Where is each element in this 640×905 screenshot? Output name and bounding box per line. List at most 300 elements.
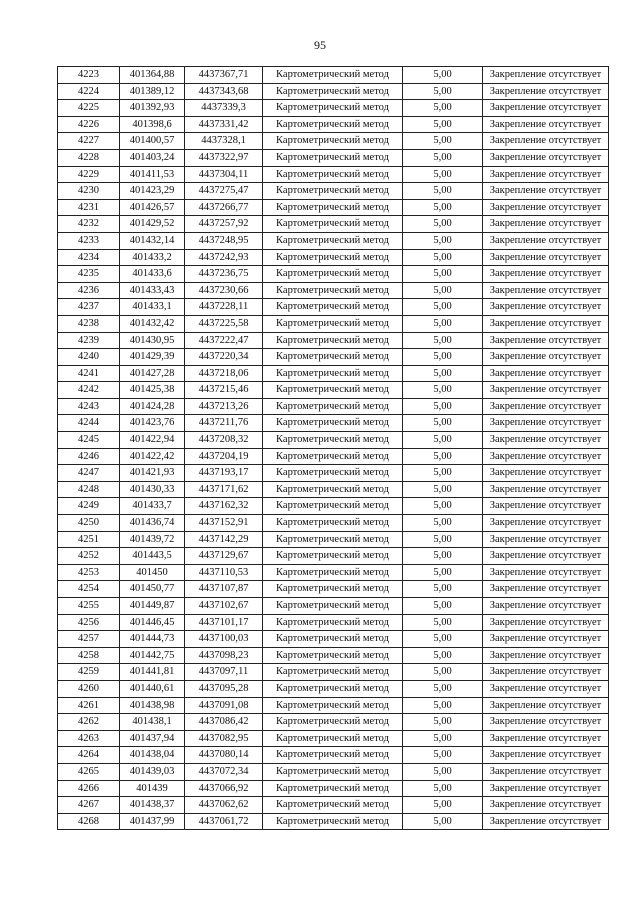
fixing-cell: Закрепление отсутствует [483, 581, 609, 598]
table-row [58, 67, 609, 84]
accuracy-cell: 5,00 [403, 249, 483, 266]
x-coordinate-cell: 401429,52 [120, 216, 185, 233]
y-coordinate-cell: 4437218,06 [185, 365, 263, 382]
table-row [58, 780, 609, 797]
table-row [58, 631, 609, 648]
fixing-cell: Закрепление отсутствует [483, 515, 609, 532]
x-coordinate-cell: 401427,28 [120, 365, 185, 382]
method-cell: Картометрический метод [263, 282, 403, 299]
x-coordinate-cell: 401438,1 [120, 714, 185, 731]
method-cell: Картометрический метод [263, 133, 403, 150]
fixing-cell: Закрепление отсутствует [483, 730, 609, 747]
table-row [58, 149, 609, 166]
x-coordinate-cell: 401438,98 [120, 697, 185, 714]
point-number-cell: 4246 [58, 448, 120, 465]
point-number-cell: 4233 [58, 232, 120, 249]
accuracy-cell: 5,00 [403, 315, 483, 332]
method-cell: Картометрический метод [263, 432, 403, 449]
y-coordinate-cell: 4437110,53 [185, 564, 263, 581]
point-number-cell: 4248 [58, 481, 120, 498]
y-coordinate-cell: 4437086,42 [185, 714, 263, 731]
x-coordinate-cell: 401424,28 [120, 398, 185, 415]
x-coordinate-cell: 401411,53 [120, 166, 185, 183]
method-cell: Картометрический метод [263, 598, 403, 615]
table-row [58, 332, 609, 349]
x-coordinate-cell: 401433,6 [120, 266, 185, 283]
point-number-cell: 4234 [58, 249, 120, 266]
x-coordinate-cell: 401446,45 [120, 614, 185, 631]
fixing-cell: Закрепление отсутствует [483, 448, 609, 465]
fixing-cell: Закрепление отсутствует [483, 680, 609, 697]
table-row [58, 763, 609, 780]
table-row [58, 664, 609, 681]
x-coordinate-cell: 401430,33 [120, 481, 185, 498]
y-coordinate-cell: 4437097,11 [185, 664, 263, 681]
y-coordinate-cell: 4437248,95 [185, 232, 263, 249]
method-cell: Картометрический метод [263, 465, 403, 482]
point-number-cell: 4235 [58, 266, 120, 283]
accuracy-cell: 5,00 [403, 83, 483, 100]
method-cell: Картометрический метод [263, 531, 403, 548]
table-row [58, 282, 609, 299]
table-row [58, 680, 609, 697]
fixing-cell: Закрепление отсутствует [483, 166, 609, 183]
method-cell: Картометрический метод [263, 448, 403, 465]
method-cell: Картометрический метод [263, 183, 403, 200]
table-row [58, 415, 609, 432]
y-coordinate-cell: 4437082,95 [185, 730, 263, 747]
fixing-cell: Закрепление отсутствует [483, 83, 609, 100]
method-cell: Картометрический метод [263, 481, 403, 498]
accuracy-cell: 5,00 [403, 398, 483, 415]
x-coordinate-cell: 401389,12 [120, 83, 185, 100]
fixing-cell: Закрепление отсутствует [483, 299, 609, 316]
y-coordinate-cell: 4437322,97 [185, 149, 263, 166]
point-number-cell: 4223 [58, 67, 120, 84]
method-cell: Картометрический метод [263, 382, 403, 399]
x-coordinate-cell: 401426,57 [120, 199, 185, 216]
method-cell: Картометрический метод [263, 647, 403, 664]
point-number-cell: 4231 [58, 199, 120, 216]
method-cell: Картометрический метод [263, 797, 403, 814]
y-coordinate-cell: 4437222,47 [185, 332, 263, 349]
fixing-cell: Закрепление отсутствует [483, 315, 609, 332]
y-coordinate-cell: 4437062,62 [185, 797, 263, 814]
accuracy-cell: 5,00 [403, 299, 483, 316]
accuracy-cell: 5,00 [403, 166, 483, 183]
accuracy-cell: 5,00 [403, 199, 483, 216]
x-coordinate-cell: 401400,57 [120, 133, 185, 150]
accuracy-cell: 5,00 [403, 448, 483, 465]
y-coordinate-cell: 4437208,32 [185, 432, 263, 449]
accuracy-cell: 5,00 [403, 747, 483, 764]
fixing-cell: Закрепление отсутствует [483, 349, 609, 366]
y-coordinate-cell: 4437107,87 [185, 581, 263, 598]
accuracy-cell: 5,00 [403, 797, 483, 814]
accuracy-cell: 5,00 [403, 598, 483, 615]
method-cell: Картометрический метод [263, 664, 403, 681]
method-cell: Картометрический метод [263, 763, 403, 780]
fixing-cell: Закрепление отсутствует [483, 432, 609, 449]
fixing-cell: Закрепление отсутствует [483, 116, 609, 133]
method-cell: Картометрический метод [263, 67, 403, 84]
y-coordinate-cell: 4437142,29 [185, 531, 263, 548]
point-number-cell: 4256 [58, 614, 120, 631]
fixing-cell: Закрепление отсутствует [483, 382, 609, 399]
fixing-cell: Закрепление отсутствует [483, 747, 609, 764]
method-cell: Картометрический метод [263, 747, 403, 764]
method-cell: Картометрический метод [263, 515, 403, 532]
method-cell: Картометрический метод [263, 349, 403, 366]
y-coordinate-cell: 4437230,66 [185, 282, 263, 299]
fixing-cell: Закрепление отсутствует [483, 780, 609, 797]
method-cell: Картометрический метод [263, 498, 403, 515]
fixing-cell: Закрепление отсутствует [483, 598, 609, 615]
fixing-cell: Закрепление отсутствует [483, 149, 609, 166]
coordinates-table-body [58, 67, 609, 830]
y-coordinate-cell: 4437100,03 [185, 631, 263, 648]
method-cell: Картометрический метод [263, 83, 403, 100]
table-row [58, 299, 609, 316]
method-cell: Картометрический метод [263, 232, 403, 249]
method-cell: Картометрический метод [263, 199, 403, 216]
point-number-cell: 4239 [58, 332, 120, 349]
x-coordinate-cell: 401450 [120, 564, 185, 581]
x-coordinate-cell: 401432,14 [120, 232, 185, 249]
table-row [58, 183, 609, 200]
fixing-cell: Закрепление отсутствует [483, 614, 609, 631]
point-number-cell: 4249 [58, 498, 120, 515]
point-number-cell: 4230 [58, 183, 120, 200]
table-row [58, 813, 609, 830]
table-row [58, 232, 609, 249]
x-coordinate-cell: 401398,6 [120, 116, 185, 133]
table-row [58, 747, 609, 764]
point-number-cell: 4265 [58, 763, 120, 780]
method-cell: Картометрический метод [263, 365, 403, 382]
x-coordinate-cell: 401438,04 [120, 747, 185, 764]
accuracy-cell: 5,00 [403, 100, 483, 117]
method-cell: Картометрический метод [263, 548, 403, 565]
y-coordinate-cell: 4437095,28 [185, 680, 263, 697]
y-coordinate-cell: 4437225,58 [185, 315, 263, 332]
x-coordinate-cell: 401444,73 [120, 631, 185, 648]
table-row [58, 133, 609, 150]
table-row [58, 382, 609, 399]
x-coordinate-cell: 401425,38 [120, 382, 185, 399]
accuracy-cell: 5,00 [403, 365, 483, 382]
y-coordinate-cell: 4437236,75 [185, 266, 263, 283]
accuracy-cell: 5,00 [403, 349, 483, 366]
method-cell: Картометрический метод [263, 299, 403, 316]
y-coordinate-cell: 4437242,93 [185, 249, 263, 266]
table-row [58, 647, 609, 664]
accuracy-cell: 5,00 [403, 631, 483, 648]
table-row [58, 581, 609, 598]
point-number-cell: 4257 [58, 631, 120, 648]
table-row [58, 498, 609, 515]
accuracy-cell: 5,00 [403, 697, 483, 714]
x-coordinate-cell: 401429,39 [120, 349, 185, 366]
point-number-cell: 4254 [58, 581, 120, 598]
y-coordinate-cell: 4437257,92 [185, 216, 263, 233]
x-coordinate-cell: 401436,74 [120, 515, 185, 532]
method-cell: Картометрический метод [263, 166, 403, 183]
y-coordinate-cell: 4437101,17 [185, 614, 263, 631]
accuracy-cell: 5,00 [403, 548, 483, 565]
fixing-cell: Закрепление отсутствует [483, 216, 609, 233]
y-coordinate-cell: 4437275,47 [185, 183, 263, 200]
accuracy-cell: 5,00 [403, 730, 483, 747]
fixing-cell: Закрепление отсутствует [483, 498, 609, 515]
fixing-cell: Закрепление отсутствует [483, 631, 609, 648]
fixing-cell: Закрепление отсутствует [483, 415, 609, 432]
method-cell: Картометрический метод [263, 149, 403, 166]
accuracy-cell: 5,00 [403, 531, 483, 548]
accuracy-cell: 5,00 [403, 232, 483, 249]
point-number-cell: 4238 [58, 315, 120, 332]
x-coordinate-cell: 401450,77 [120, 581, 185, 598]
x-coordinate-cell: 401430,95 [120, 332, 185, 349]
point-number-cell: 4245 [58, 432, 120, 449]
table-row [58, 465, 609, 482]
accuracy-cell: 5,00 [403, 780, 483, 797]
point-number-cell: 4227 [58, 133, 120, 150]
table-row [58, 598, 609, 615]
point-number-cell: 4237 [58, 299, 120, 316]
table-row [58, 199, 609, 216]
point-number-cell: 4229 [58, 166, 120, 183]
point-number-cell: 4253 [58, 564, 120, 581]
fixing-cell: Закрепление отсутствует [483, 647, 609, 664]
y-coordinate-cell: 4437220,34 [185, 349, 263, 366]
table-row [58, 365, 609, 382]
coordinates-table [57, 66, 609, 830]
accuracy-cell: 5,00 [403, 515, 483, 532]
x-coordinate-cell: 401439,72 [120, 531, 185, 548]
table-row [58, 266, 609, 283]
fixing-cell: Закрепление отсутствует [483, 365, 609, 382]
table-row [58, 481, 609, 498]
table-row [58, 249, 609, 266]
x-coordinate-cell: 401443,5 [120, 548, 185, 565]
accuracy-cell: 5,00 [403, 432, 483, 449]
accuracy-cell: 5,00 [403, 133, 483, 150]
y-coordinate-cell: 4437343,68 [185, 83, 263, 100]
x-coordinate-cell: 401423,76 [120, 415, 185, 432]
method-cell: Картометрический метод [263, 564, 403, 581]
table-row [58, 515, 609, 532]
method-cell: Картометрический метод [263, 116, 403, 133]
y-coordinate-cell: 4437339,3 [185, 100, 263, 117]
fixing-cell: Закрепление отсутствует [483, 797, 609, 814]
y-coordinate-cell: 4437228,11 [185, 299, 263, 316]
point-number-cell: 4261 [58, 697, 120, 714]
x-coordinate-cell: 401439,03 [120, 763, 185, 780]
fixing-cell: Закрепление отсутствует [483, 697, 609, 714]
method-cell: Картометрический метод [263, 398, 403, 415]
y-coordinate-cell: 4437204,19 [185, 448, 263, 465]
accuracy-cell: 5,00 [403, 498, 483, 515]
table-row [58, 432, 609, 449]
fixing-cell: Закрепление отсутствует [483, 282, 609, 299]
x-coordinate-cell: 401437,94 [120, 730, 185, 747]
method-cell: Картометрический метод [263, 697, 403, 714]
table-row [58, 349, 609, 366]
x-coordinate-cell: 401433,2 [120, 249, 185, 266]
x-coordinate-cell: 401432,42 [120, 315, 185, 332]
x-coordinate-cell: 401421,93 [120, 465, 185, 482]
method-cell: Картометрический метод [263, 332, 403, 349]
table-row [58, 83, 609, 100]
method-cell: Картометрический метод [263, 714, 403, 731]
point-number-cell: 4244 [58, 415, 120, 432]
method-cell: Картометрический метод [263, 730, 403, 747]
x-coordinate-cell: 401422,42 [120, 448, 185, 465]
fixing-cell: Закрепление отсутствует [483, 531, 609, 548]
fixing-cell: Закрепление отсутствует [483, 548, 609, 565]
fixing-cell: Закрепление отсутствует [483, 67, 609, 84]
table-row [58, 614, 609, 631]
x-coordinate-cell: 401441,81 [120, 664, 185, 681]
table-row [58, 100, 609, 117]
point-number-cell: 4241 [58, 365, 120, 382]
y-coordinate-cell: 4437080,14 [185, 747, 263, 764]
accuracy-cell: 5,00 [403, 763, 483, 780]
accuracy-cell: 5,00 [403, 332, 483, 349]
point-number-cell: 4242 [58, 382, 120, 399]
x-coordinate-cell: 401449,87 [120, 598, 185, 615]
point-number-cell: 4251 [58, 531, 120, 548]
y-coordinate-cell: 4437211,76 [185, 415, 263, 432]
table-row [58, 714, 609, 731]
fixing-cell: Закрепление отсутствует [483, 183, 609, 200]
fixing-cell: Закрепление отсутствует [483, 249, 609, 266]
fixing-cell: Закрепление отсутствует [483, 714, 609, 731]
point-number-cell: 4250 [58, 515, 120, 532]
y-coordinate-cell: 4437066,92 [185, 780, 263, 797]
method-cell: Картометрический метод [263, 100, 403, 117]
y-coordinate-cell: 4437304,11 [185, 166, 263, 183]
table-row [58, 315, 609, 332]
accuracy-cell: 5,00 [403, 183, 483, 200]
y-coordinate-cell: 4437367,71 [185, 67, 263, 84]
y-coordinate-cell: 4437072,34 [185, 763, 263, 780]
accuracy-cell: 5,00 [403, 382, 483, 399]
page-number: 95 [314, 38, 326, 52]
x-coordinate-cell: 401437,99 [120, 813, 185, 830]
x-coordinate-cell: 401438,37 [120, 797, 185, 814]
method-cell: Картометрический метод [263, 780, 403, 797]
y-coordinate-cell: 4437266,77 [185, 199, 263, 216]
point-number-cell: 4224 [58, 83, 120, 100]
accuracy-cell: 5,00 [403, 564, 483, 581]
method-cell: Картометрический метод [263, 249, 403, 266]
method-cell: Картометрический метод [263, 813, 403, 830]
fixing-cell: Закрепление отсутствует [483, 332, 609, 349]
accuracy-cell: 5,00 [403, 465, 483, 482]
table-row [58, 797, 609, 814]
x-coordinate-cell: 401364,88 [120, 67, 185, 84]
y-coordinate-cell: 4437213,26 [185, 398, 263, 415]
fixing-cell: Закрепление отсутствует [483, 266, 609, 283]
fixing-cell: Закрепление отсутствует [483, 398, 609, 415]
x-coordinate-cell: 401392,93 [120, 100, 185, 117]
table-row [58, 116, 609, 133]
point-number-cell: 4228 [58, 149, 120, 166]
y-coordinate-cell: 4437328,1 [185, 133, 263, 150]
accuracy-cell: 5,00 [403, 813, 483, 830]
y-coordinate-cell: 4437098,23 [185, 647, 263, 664]
fixing-cell: Закрепление отсутствует [483, 465, 609, 482]
accuracy-cell: 5,00 [403, 481, 483, 498]
point-number-cell: 4268 [58, 813, 120, 830]
method-cell: Картометрический метод [263, 216, 403, 233]
y-coordinate-cell: 4437129,67 [185, 548, 263, 565]
accuracy-cell: 5,00 [403, 680, 483, 697]
point-number-cell: 4266 [58, 780, 120, 797]
point-number-cell: 4260 [58, 680, 120, 697]
x-coordinate-cell: 401422,94 [120, 432, 185, 449]
fixing-cell: Закрепление отсутствует [483, 133, 609, 150]
x-coordinate-cell: 401442,75 [120, 647, 185, 664]
method-cell: Картометрический метод [263, 614, 403, 631]
table-row [58, 398, 609, 415]
accuracy-cell: 5,00 [403, 714, 483, 731]
accuracy-cell: 5,00 [403, 282, 483, 299]
table-row [58, 531, 609, 548]
accuracy-cell: 5,00 [403, 216, 483, 233]
fixing-cell: Закрепление отсутствует [483, 664, 609, 681]
point-number-cell: 4264 [58, 747, 120, 764]
method-cell: Картометрический метод [263, 266, 403, 283]
fixing-cell: Закрепление отсутствует [483, 199, 609, 216]
y-coordinate-cell: 4437162,32 [185, 498, 263, 515]
fixing-cell: Закрепление отсутствует [483, 100, 609, 117]
method-cell: Картометрический метод [263, 415, 403, 432]
y-coordinate-cell: 4437102,67 [185, 598, 263, 615]
y-coordinate-cell: 4437061,72 [185, 813, 263, 830]
table-row [58, 166, 609, 183]
point-number-cell: 4243 [58, 398, 120, 415]
point-number-cell: 4226 [58, 116, 120, 133]
point-number-cell: 4255 [58, 598, 120, 615]
y-coordinate-cell: 4437215,46 [185, 382, 263, 399]
y-coordinate-cell: 4437171,62 [185, 481, 263, 498]
point-number-cell: 4258 [58, 647, 120, 664]
x-coordinate-cell: 401403,24 [120, 149, 185, 166]
point-number-cell: 4225 [58, 100, 120, 117]
table-row [58, 548, 609, 565]
y-coordinate-cell: 4437331,42 [185, 116, 263, 133]
point-number-cell: 4236 [58, 282, 120, 299]
accuracy-cell: 5,00 [403, 415, 483, 432]
x-coordinate-cell: 401433,7 [120, 498, 185, 515]
table-row [58, 448, 609, 465]
fixing-cell: Закрепление отсутствует [483, 232, 609, 249]
y-coordinate-cell: 4437152,91 [185, 515, 263, 532]
point-number-cell: 4247 [58, 465, 120, 482]
accuracy-cell: 5,00 [403, 664, 483, 681]
accuracy-cell: 5,00 [403, 266, 483, 283]
x-coordinate-cell: 401439 [120, 780, 185, 797]
point-number-cell: 4259 [58, 664, 120, 681]
accuracy-cell: 5,00 [403, 581, 483, 598]
method-cell: Картометрический метод [263, 680, 403, 697]
x-coordinate-cell: 401433,1 [120, 299, 185, 316]
point-number-cell: 4263 [58, 730, 120, 747]
y-coordinate-cell: 4437091,08 [185, 697, 263, 714]
